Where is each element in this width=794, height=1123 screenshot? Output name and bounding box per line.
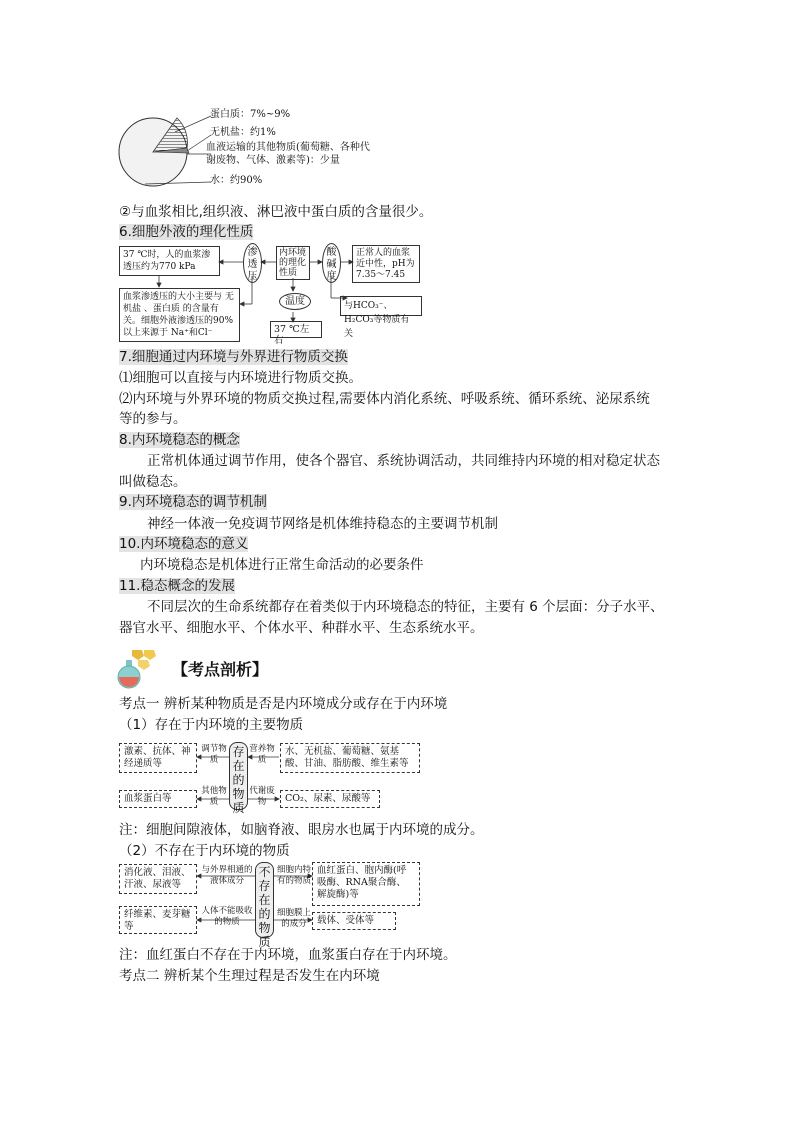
- ph-oval: 酸碱度: [322, 243, 341, 283]
- osmotic-value-box: 37 ℃时，人的血浆渗透压约为770 kPa: [119, 246, 220, 276]
- note-2: 注：血红蛋白不存在于内环境，血浆蛋白存在于内环境。: [119, 947, 457, 963]
- pie-label-other-2: 谢废物、气体、激素等)：少量: [206, 155, 340, 166]
- note-1: 注：细胞间隙液体，如脑脊液、眼房水也属于内环境的成分。: [119, 822, 484, 838]
- heading-10: 10.内环境稳态的意义: [119, 536, 249, 552]
- para-11-line1: 不同层次的生命系统都存在着类似于内环境稳态的特征，主要有 6 个层面：分子水平、: [147, 599, 664, 615]
- temperature-oval: 温度: [279, 293, 311, 310]
- exist-label-nutrient: 营养物质: [249, 744, 275, 765]
- pie-label-protein: 蛋白质：7%~9%: [210, 109, 291, 120]
- temperature-box: 37 ℃左右: [270, 321, 322, 338]
- exist-label-regulatory: 调节物质: [201, 744, 227, 765]
- heading-11: 11.稳态概念的发展: [119, 578, 235, 594]
- osmotic-pressure-oval: 渗透压: [243, 243, 262, 283]
- para-9: 神经一体液一免疫调节网络是机体维持稳态的主要调节机制: [147, 516, 498, 532]
- notexist-label-unabsorbable: 人体不能吸收的物质: [201, 906, 253, 927]
- para-8-line2: 叫做稳态。: [119, 474, 187, 490]
- notexist-left-1: 消化液、泪液、汗液、尿液等: [119, 864, 197, 894]
- para-7a: ⑴细胞可以直接与内环境进行物质交换。: [119, 370, 362, 386]
- heading-8: 8.内环境稳态的概念: [119, 432, 240, 448]
- notexist-center: 不存在的物质: [255, 862, 274, 938]
- exist-right-2: CO₂、尿素、尿酸等: [280, 790, 380, 808]
- pie-label-other-1: 血液运输的其他物质(葡萄糖、各种代: [206, 142, 370, 153]
- exist-right-1: 水、无机盐、葡萄糖、氨基酸、甘油、脂肪酸、维生素等: [280, 743, 420, 773]
- flask-icon: [112, 646, 164, 690]
- kaodian-2-title: 考点二 辨析某个生理过程是否发生在内环境: [119, 968, 380, 984]
- notexist-right-2: 载体、受体等: [312, 912, 396, 930]
- notexist-right-1: 血红蛋白、胞内酶(呼吸酶、RNA聚合酶、解旋酶)等: [312, 862, 420, 906]
- notexist-left-2: 纤维素、麦芽糖等: [119, 906, 197, 934]
- exist-center: 存在的物质: [229, 742, 248, 810]
- plasma-composition-pie: [115, 102, 215, 202]
- para-10: 内环境稳态是机体进行正常生命活动的必要条件: [140, 557, 424, 573]
- exist-left-2: 血浆蛋白等: [119, 790, 197, 808]
- notexist-label-intracellular: 细胞内特有的物质: [276, 865, 311, 886]
- section-title: 【考点剖析】: [172, 660, 269, 679]
- ph-value-box: 正常人的血浆近中性，pH为7.35～7.45: [352, 245, 420, 283]
- para-11-line2: 器官水平、细胞水平、个体水平、种群水平、生态系统水平。: [119, 620, 484, 636]
- pie-label-water: 水：约90%: [210, 175, 263, 186]
- heading-9: 9.内环境稳态的调节机制: [119, 494, 267, 510]
- exist-label-other: 其他物质: [201, 786, 227, 807]
- kaodian-1-sub2: （2）不存在于内环境的物质: [119, 843, 290, 859]
- exist-left-1: 激素、抗体、神经递质等: [119, 743, 197, 773]
- ph-buffer-box: 与HCO₃⁻、H₂CO₃等物质有关: [340, 296, 422, 316]
- para-7b-line2: 等的参与。: [119, 411, 187, 427]
- kaodian-1-title: 考点一 辨析某种物质是否是内环境成分或存在于内环境: [119, 696, 448, 712]
- para-7b-line1: ⑵内环境与外界环境的物质交换过程,需要体内消化系统、呼吸系统、循环系统、泌尿系统: [119, 391, 650, 407]
- notexist-label-external: 与外界相通的液体成分: [201, 865, 253, 886]
- heading-7: 7.细胞通过内环境与外界进行物质交换: [119, 349, 348, 365]
- notexist-label-membrane: 细胞膜上的成分: [276, 908, 311, 929]
- physchem-center-box: 内环境的理化性质: [276, 246, 310, 280]
- osmotic-source-box: 血浆渗透压的大小主要与 无机盐 、蛋白质 的含量有关。细胞外液渗透压的90%以上来源于 Na⁺和Cl⁻: [119, 288, 240, 342]
- note-protein-content: ②与血浆相比,组织液、淋巴液中蛋白质的含量很少。: [119, 204, 433, 220]
- heading-6: 6.细胞外液的理化性质: [119, 224, 254, 240]
- pie-label-salt: 无机盐：约1%: [210, 127, 276, 138]
- para-8-line1: 正常机体通过调节作用，使各个器官、系统协调活动，共同维持内环境的相对稳定状态: [147, 453, 660, 469]
- exist-label-waste: 代谢废物: [249, 786, 275, 807]
- kaodian-1-sub1: （1）存在于内环境的主要物质: [119, 717, 304, 733]
